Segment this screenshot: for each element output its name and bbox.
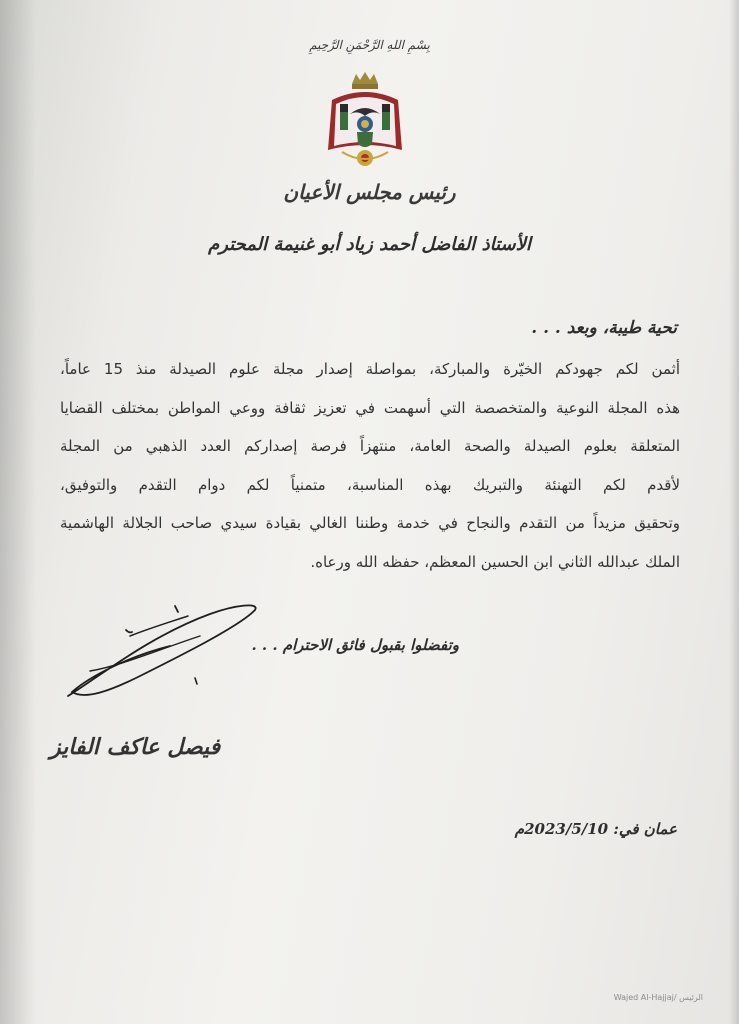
dateline: عمان في: 2023/5/10م	[514, 820, 677, 838]
watermark: Wajed Al-Hajjaj/ الرئيس	[613, 993, 703, 1002]
greeting: تحية طيبة، وبعد . . .	[531, 318, 677, 338]
body-line: لأقدم لكم التهنئة والتبريك بهذه المناسبة، متمنياً لكم دوام التقدم والتوفيق،	[60, 475, 680, 494]
addressee: الأستاذ الفاضل أحمد زياد أبو غنيمة المحترم	[208, 234, 531, 255]
paper-shadow	[0, 0, 36, 1024]
closing-phrase: وتفضلوا بقبول فائق الاحترام . . .	[251, 636, 459, 654]
body-line: أثمن لكم جهودكم الخيّرة والمباركة، بمواصلة إصدار مجلة علوم الصيدلة منذ 15 عاماً،	[60, 360, 680, 378]
letter-body	[60, 350, 680, 581]
paper-edge	[729, 0, 739, 1024]
body-line: المتعلقة بعلوم الصيدلة والصحة العامة، منتهزاً فرصة إصداركم العدد الذهبي من المجلة	[60, 437, 680, 455]
body-line: هذه المجلة النوعية والمتخصصة التي أسهمت في تعزيز ثقافة ووعي المواطن بمختلف القضايا	[60, 398, 680, 417]
basmala: بِسْمِ اللهِ الرَّحْمَنِ الرَّحِيمِ	[309, 38, 430, 52]
body-line: الملك عبدالله الثاني ابن الحسين المعظم، حفظه الله ورعاه.	[310, 552, 680, 571]
institution-title: رئيس مجلس الأعيان	[283, 180, 456, 204]
signer-name: فيصل عاكف الفايز	[50, 734, 221, 760]
handwritten-signature-icon	[60, 596, 265, 706]
royal-emblem-icon	[322, 70, 408, 172]
body-line: وتحقيق مزيداً من التقدم والنجاح في خدمة وطننا الغالي بقيادة سيدي صاحب الجلالة الهاشمية	[60, 514, 680, 532]
